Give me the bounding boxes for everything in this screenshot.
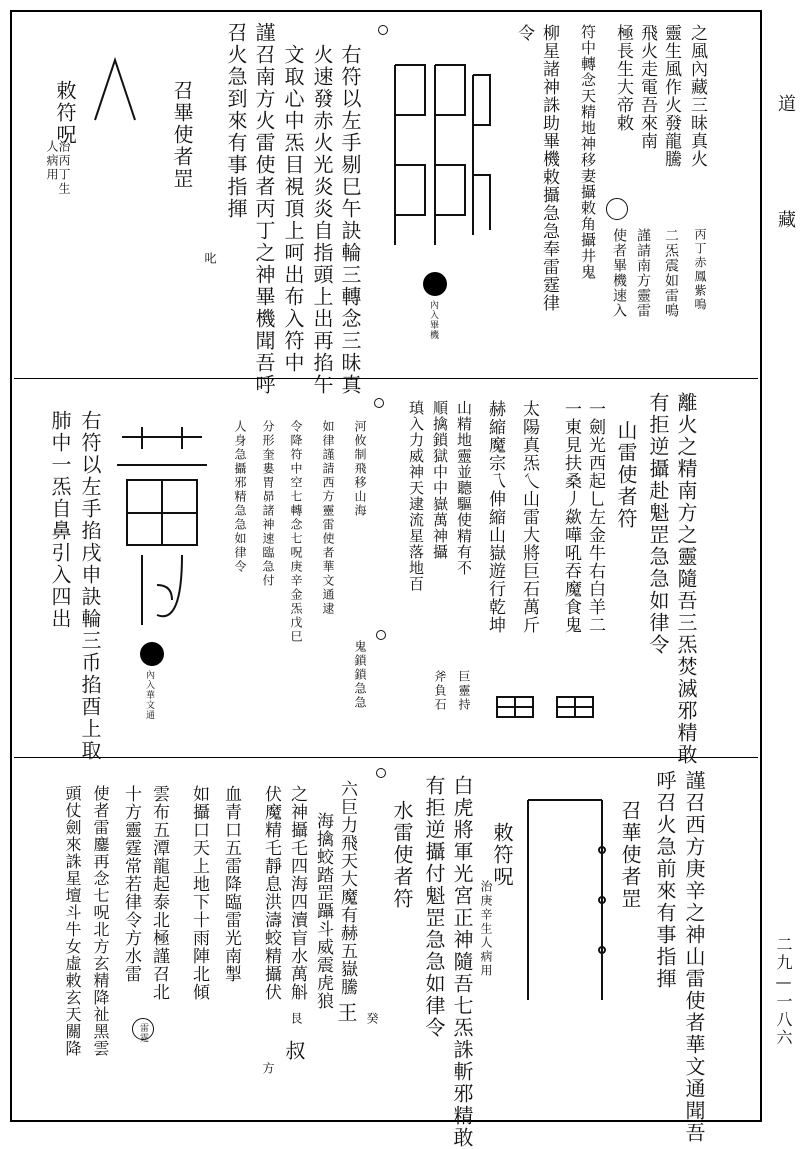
- s1-annotation-3: 謹請南方靈雷: [635, 228, 651, 318]
- s1-col-1: 之風內藏三昧真火: [687, 24, 707, 168]
- gate-frame-icon: [520, 790, 610, 1005]
- s3-line-10: 頭仗劍來誅星壇斗牛女虛敕玄天關降: [63, 785, 82, 1057]
- s2-instr-1: 右符以左手掐戌申訣輪三币掐酉上取: [78, 410, 102, 762]
- ring-icon: [376, 768, 386, 778]
- s2-symbol-label: 內入華文通: [144, 670, 154, 720]
- s3-mark-4: 方: [261, 1062, 275, 1076]
- s3-line-7: 雲布五潭龍起泰北極謹召北: [149, 785, 169, 1001]
- s2-col-1: 離火之精南方之靈隨吾三炁焚滅邪精敢: [674, 392, 698, 766]
- talisman-symbol-icon: [385, 55, 495, 255]
- ring-icon: [378, 25, 388, 35]
- seal-icon: [606, 198, 628, 220]
- talisman-symbol-icon: [112, 425, 212, 635]
- s3-summon: 召華使者罡: [618, 800, 642, 910]
- charm-chevron-icon: [90, 55, 140, 125]
- s1-side-note: 叱: [203, 252, 217, 266]
- s2-line-6: 順擒鎖獄中中嶽萬神攝: [431, 400, 449, 560]
- s1-col-4: 極長生大帝敕: [613, 24, 633, 132]
- s2-line-1: 一劍光西起乚左金牛右白羊二: [585, 400, 605, 634]
- s2-col-3: 山雷使者符: [614, 420, 638, 530]
- s3-verse-1: 白虎將軍光宮正神隨吾七炁誅斬邪精敢: [450, 775, 474, 1149]
- s2-instr-2: 肺中一炁自鼻引入四出: [48, 410, 72, 630]
- s2-mid-3: 令降符中空七轉念七呪庚辛金炁戊巳: [289, 420, 303, 644]
- s1-col-5: 符中轉念天精地神移妻攝敕角攝井鬼: [579, 24, 597, 280]
- s2-line-2: 一東見扶桑丿歘嘩吼吞魔食鬼: [561, 400, 581, 634]
- s1-annotation-1: 丙丁赤鳳紫鳴: [693, 228, 707, 312]
- s1-summon: 召畢使者罡: [170, 80, 194, 190]
- s3-line-5: 血青口五雷降臨雷光南掣: [221, 785, 241, 983]
- talisman-dot-icon: [423, 272, 447, 296]
- s3-charm: 敕符呪: [490, 822, 514, 888]
- s2-annotation-1: 巨靈持: [457, 670, 471, 712]
- s2-mid-note: 鬼鎖鎖急急: [353, 640, 367, 710]
- s1-col-6: 柳星諸神誅助畢機敕攝急急奉雷霆律: [539, 24, 559, 312]
- s1-charm: 敕符呪: [53, 80, 77, 146]
- s2-line-7: 瑱入力威神天逮流星落地百: [407, 400, 425, 592]
- talisman-dot-icon: [140, 642, 164, 666]
- s3-line-4: 伏魔精乇靜息洪濤蛟精攝伏: [261, 785, 281, 1001]
- s1-col-7: 令: [514, 24, 534, 42]
- s3-mark-1: 王: [334, 1002, 358, 1024]
- s2-mid-4: 分形奎婁胃昴諸神速臨急付: [261, 420, 275, 588]
- s3-col-2: 呼召火急前來有事指揮: [653, 770, 677, 990]
- s3-line-1: 六巨力飛天大魔有赫五嶽騰: [337, 780, 357, 996]
- s2-mid-1: 河攸制飛移山海: [353, 420, 367, 518]
- s2-line-4: 赫縮魔宗乁伸縮山嶽遊行乾坤: [485, 400, 505, 634]
- s1-instr-4: 謹召南方火雷使者丙丁之神畢機聞吾呼: [252, 22, 276, 396]
- s1-annotation-2: 二炁震如雷鳴: [663, 228, 679, 318]
- s1-charm-note: 治丙丁生人病用: [45, 140, 71, 196]
- s2-mid-2: 如律謹請西方靈雷使者華文通逮: [321, 420, 335, 616]
- s1-col-2: 靈生風作火發龍騰: [661, 24, 681, 168]
- section-divider-1: [14, 378, 758, 379]
- section-divider-2: [14, 757, 758, 758]
- s3-line-6: 如攝口天上地下十雨陣北傾: [189, 785, 209, 1001]
- s3-mark-5: 叔: [282, 1040, 306, 1062]
- s3-mark-3: 艮: [289, 1012, 303, 1026]
- s3-title: 水雷使者符: [390, 800, 414, 910]
- s1-instr-5: 召火急到來有事指揮: [224, 22, 248, 220]
- s3-charm-note: 治庚辛生人病用: [479, 880, 493, 978]
- ring-icon: [376, 630, 386, 640]
- s2-mid-5: 人身急攝邪精急急如律令: [233, 420, 247, 574]
- s3-line-9: 使者雷鏖再念七呪北方玄精降祉黑雲: [91, 785, 110, 1057]
- ring-icon: [374, 398, 384, 408]
- s3-mark-2: 癸: [365, 1012, 379, 1026]
- s1-annotation-4: 使者畢機速入: [611, 228, 627, 318]
- s2-line-3: 太陽真炁乀山雷大將巨石萬斤: [519, 400, 539, 634]
- s1-instr-2: 火速發赤火光炎炎自指頭上出再掐午: [310, 44, 334, 396]
- s3-col-1: 謹召西方庚辛之神山雷使者華文通聞吾: [682, 770, 706, 1144]
- s1-instr-1: 右符以左手剔巳午訣輪三轉念三昧真: [338, 44, 362, 396]
- s3-verse-2: 有拒逆攝付魁罡急急如律令: [422, 775, 446, 1039]
- s3-line-8: 十方靈霆常若律令方水雷: [121, 785, 141, 983]
- field-glyph-icon: [495, 695, 595, 719]
- s3-line-2: 海擒蛟踏罡躡斗威震虎狼: [313, 812, 333, 1010]
- s3-seal-text: 雷霆: [138, 1023, 148, 1043]
- page-number: 二九—一八六: [774, 936, 793, 1047]
- s2-line-5: 山精地靈並聽驅使精有不: [455, 400, 473, 576]
- book-title: 道 藏: [775, 94, 796, 268]
- s3-line-3: 之神攝乇四海四瀆盲水萬斛: [287, 785, 307, 1001]
- s1-col-3: 飛火走電吾來南: [637, 24, 657, 150]
- s2-annotation-2: 斧負石: [433, 670, 447, 712]
- s2-col-2: 有拒逆攝赴魁罡急急如律令: [646, 392, 670, 656]
- s1-symbol-label: 內入畢機: [428, 300, 438, 340]
- s1-instr-3: 文取心中炁目視頂上呵出布入符中: [281, 44, 305, 374]
